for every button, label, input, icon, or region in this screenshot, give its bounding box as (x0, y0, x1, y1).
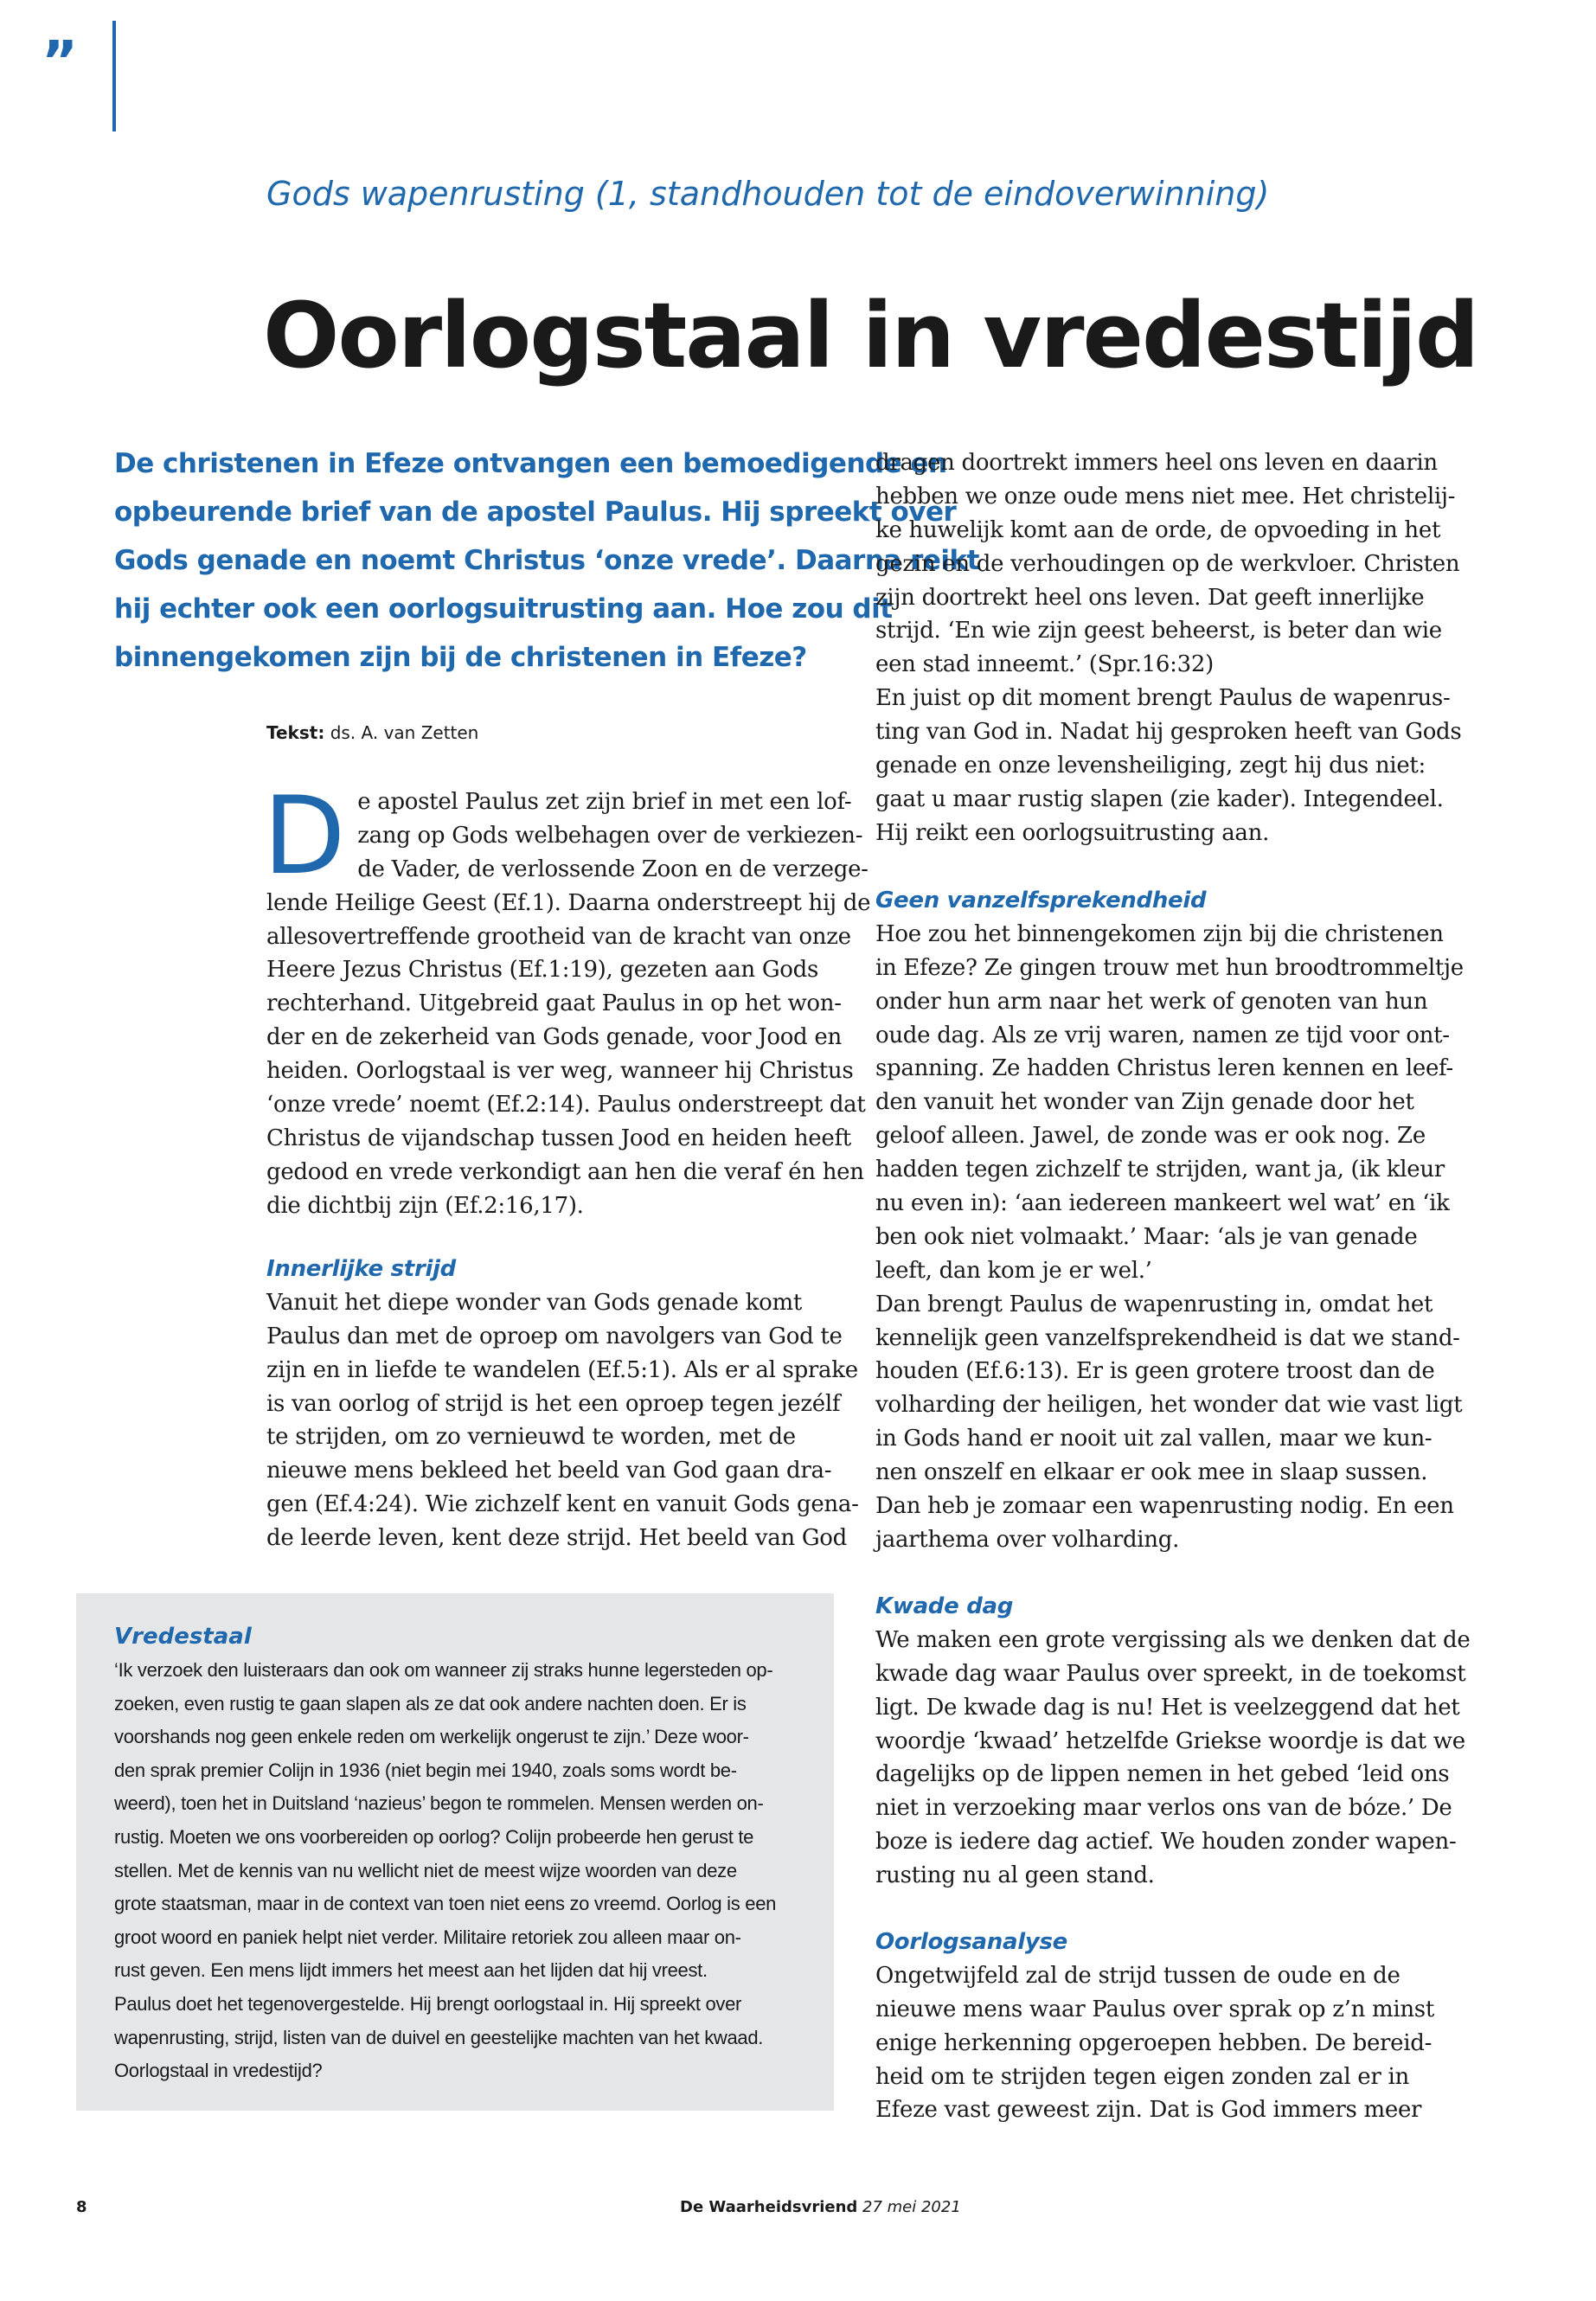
text-line: zang op Gods welbehagen over de verkiezen- (357, 822, 863, 849)
text-line: zijn doortrekt heel ons leven. Dat geeft innerlijke (875, 584, 1425, 611)
section-heading: Innerlijke strijd (266, 1256, 456, 1282)
page-number: 8 (76, 2198, 87, 2216)
article-title: Oorlogstaal in vredestijd (263, 283, 1478, 388)
byline-label: Tekst: (266, 722, 325, 743)
text-line: boze is iedere dag actief. We houden zonder wapen- (875, 1829, 1457, 1856)
text-line: woordje ‘kwaad’ hetzelfde Griekse woordje is dat we (875, 1727, 1465, 1754)
byline (266, 718, 478, 747)
text-line: onder hun arm naar het werk of genoten van hun (875, 988, 1428, 1015)
text-line: Efeze vast geweest zijn. Dat is God immers meer (875, 2097, 1422, 2124)
section-kwade-dag (875, 1590, 1472, 1893)
text-line: gen (Ef.4:24). Wie zichzelf kent en vanuit Gods gena- (266, 1491, 859, 1518)
text-line: de leerde leven, kent deze strijd. Het beeld van God (266, 1525, 847, 1552)
dropcap: D (263, 774, 346, 899)
series-kicker: Gods wapenrusting (1, standhouden tot de eindoverwinning) (266, 175, 1270, 213)
sidebar-line: stellen. Met de kennis van nu wellicht niet de meest wijze woorden van deze (114, 1859, 737, 1881)
text-line: niet in verzoeking maar verlos ons van de bóze.’ De (875, 1795, 1452, 1822)
section-oorlogsanalyse (875, 1926, 1472, 2127)
sidebar-line: wapenrusting, strijd, listen van de duivel en geestelijke machten van het kwaad. (114, 2026, 764, 2048)
text-line: oude dag. Als ze vrij waren, namen ze tijd voor ont- (875, 1022, 1450, 1048)
text-line: gedood en vrede verkondigt aan hen die veraf én hen (266, 1158, 864, 1185)
text-line: Hoe zou het binnengekomen zijn bij die christenen (875, 920, 1444, 947)
text-line: allesovertreffende grootheid van de kracht van onze (266, 923, 851, 950)
sidebar-line: Oorlogstaal in vredestijd? (114, 2060, 323, 2082)
text-line: hebben we onze oude mens niet mee. Het christelij- (875, 483, 1456, 510)
lead-line: Gods genade en noemt Christus ‘onze vrede’. Daarna reikt (114, 545, 979, 576)
text-line: lende Heilige Geest (Ef.1). Daarna onderstreept hij de (266, 889, 871, 916)
sidebar-line: rustig. Moeten we ons voorbereiden op oorlog? Colijn probeerde hen gerust te (114, 1825, 754, 1848)
lead-line: opbeurende brief van de apostel Paulus. Hij spreekt over (114, 497, 957, 528)
text-line: Heere Jezus Christus (Ef.1:19), gezeten aan Gods (266, 957, 819, 984)
text-line: Dan brengt Paulus de wapenrusting in, omdat het (875, 1291, 1433, 1317)
text-line: heiden. Oorlogstaal is ver weg, wanneer hij Christus (266, 1058, 854, 1085)
text-line: nieuwe mens bekleed het beeld van God gaan dra- (266, 1458, 832, 1484)
section-heading: Oorlogsanalyse (875, 1929, 1068, 1955)
right-column-continuation (875, 446, 1472, 850)
text-line: dagelijks op de lippen nemen in het gebed ‘leid ons (875, 1761, 1450, 1788)
text-line: leeft, dan kom je er wel.’ (875, 1257, 1152, 1284)
text-line: volharding der heiligen, het wonder dat wie vast ligt (875, 1392, 1463, 1419)
text-line: nu even in): ‘aan iedereen mankeert wel wat’ en ‘ik (875, 1190, 1450, 1217)
text-line: een stad inneemt.’ (Spr.16:32) (875, 651, 1214, 678)
text-line: ting van God in. Nadat hij gesproken heeft van Gods (875, 719, 1462, 746)
footer-publication (680, 2195, 961, 2220)
text-line: houden (Ef.6:13). Er is geen grotere troost dan de (875, 1358, 1435, 1385)
text-line: rechterhand. Uitgebreid gaat Paulus in op het won- (266, 990, 842, 1017)
text-line: ligt. De kwade dag is nu! Het is veelzeggend dat het (875, 1694, 1460, 1721)
text-line: geloof alleen. Jawel, de zonde was er ook nog. Ze (875, 1123, 1426, 1150)
text-line: zijn en in liefde te wandelen (Ef.5:1). Als er al sprake (266, 1356, 858, 1383)
text-line: kennelijk geen vanzelfsprekendheid is dat we stand- (875, 1324, 1460, 1351)
text-line: die dichtbij zijn (Ef.2:16,17). (266, 1192, 584, 1219)
text-line: ben ook niet volmaakt.’ Maar: ‘als je van genade (875, 1223, 1418, 1250)
sidebar-line: zoeken, even rustig te gaan slapen als ze dat ook andere nachten doen. Er is (114, 1692, 747, 1715)
byline-author: ds. A. van Zetten (330, 722, 479, 743)
text-line: We maken een grote vergissing als we denken dat de (875, 1626, 1471, 1653)
text-line: te strijden, om zo vernieuwd te worden, met de (266, 1424, 796, 1451)
text-line: nieuwe mens waar Paulus over sprak op z’n minst (875, 1996, 1434, 2022)
lead-line: hij echter ook een oorlogsuitrusting aan. Hoe zou dit (114, 593, 893, 625)
lead-line: De christenen in Efeze ontvangen een bemoedigende en (114, 448, 947, 479)
text-line: de Vader, de verlossende Zoon en de verzege- (357, 856, 869, 882)
text-line: in Gods hand er nooit uit zal vallen, maar we kun- (875, 1426, 1433, 1452)
text-line: hadden tegen zichzelf te strijden, want ja, (ik kleur (875, 1157, 1445, 1183)
text-line: ke huwelijk komt aan de orde, de opvoeding in het (875, 516, 1441, 543)
text-line: in Efeze? Ze gingen trouw met hun broodtrommeltje (875, 954, 1464, 981)
section-heading: Kwade dag (875, 1593, 1014, 1619)
text-line: strijd. ‘En wie zijn geest beheerst, is beter dan wie (875, 618, 1442, 644)
sidebar-line: grote staatsman, maar in de context van toen niet eens zo vreemd. Oorlog is een (114, 1893, 777, 1915)
text-line: nen onszelf en elkaar er ook mee in slaap sussen. (875, 1459, 1428, 1486)
sidebar-line: Paulus doet het tegenovergestelde. Hij brengt oorlogstaal in. Hij spreekt over (114, 1992, 742, 2015)
text-line: der en de zekerheid van Gods genade, voor Jood en (266, 1024, 842, 1051)
quote-mark-icon: ” (42, 30, 79, 94)
text-line: rusting nu al geen stand. (875, 1862, 1155, 1889)
text-line: kwade dag waar Paulus over spreekt, in de toekomst (875, 1660, 1466, 1687)
sidebar-line: rust geven. Een mens lijdt immers het meest aan het lijden dat hij vreest. (114, 1959, 708, 1982)
text-line: Paulus dan met de oproep om navolgers van God te (266, 1323, 843, 1349)
text-line: heid om te strijden tegen eigen zonden zal er in (875, 2063, 1409, 2090)
text-line: enige herkenning opgeroepen hebben. De bereid- (875, 2029, 1433, 2056)
sidebar-body (114, 1654, 824, 2088)
text-line: e apostel Paulus zet zijn brief in met een lof- (357, 789, 852, 815)
text-line: den vanuit het wonder van Zijn genade door het (875, 1089, 1414, 1116)
text-line: Ongetwijfeld zal de strijd tussen de oude en de (875, 1962, 1401, 1989)
text-line: gaat u maar rustig slapen (zie kader). Integendeel. (875, 785, 1444, 812)
text-line: spanning. Ze hadden Christus leren kennen en leef- (875, 1055, 1453, 1082)
text-line: Dan heb je zomaar een wapenrusting nodig. En een (875, 1493, 1454, 1520)
text-line: ‘onze vrede’ noemt (Ef.2:14). Paulus onderstreept dat (266, 1092, 866, 1118)
sidebar-title: Vredestaal (114, 1624, 252, 1650)
section-innerlijke-strijd (266, 1253, 859, 1555)
text-line: jaarthema over volharding. (875, 1526, 1180, 1553)
section-geen-vanzelfsprekendheid (875, 884, 1472, 1557)
sidebar-line: ‘Ik verzoek den luisteraars dan ook om wanneer zij straks hunne legersteden op- (114, 1659, 773, 1681)
sidebar-line: groot woord en paniek helpt niet verder. Militaire retoriek zou alleen maar on- (114, 1926, 741, 1948)
article-lead (114, 439, 979, 682)
text-line: dragen doortrekt immers heel ons leven en daarin (875, 450, 1438, 476)
sidebar-line: weerd), toen het in Duitsland ‘nazieus’ begon te rommelen. Mensen werden on- (114, 1792, 764, 1815)
sidebar-line: voorshands nog geen enkele reden om werkelijk ongerust te zijn.’ Deze woor- (114, 1726, 749, 1748)
text-line: En juist op dit moment brengt Paulus de wapenrus- (875, 685, 1451, 712)
sidebar-line: den sprak premier Colijn in 1936 (niet begin mei 1940, zoals soms wordt be- (114, 1759, 737, 1781)
text-line: is van oorlog of strijd is het een oproep tegen jezélf (266, 1390, 841, 1417)
sidebar-box (76, 1593, 834, 2111)
section-heading: Geen vanzelfsprekendheid (875, 888, 1207, 913)
lead-line: binnengekomen zijn bij de christenen in Efeze? (114, 642, 807, 673)
text-line: gezin en de verhoudingen op de werkvloer. Christen (875, 550, 1460, 577)
text-line: Christus de vijandschap tussen Jood en heiden heeft (266, 1125, 851, 1151)
intro-paragraph (263, 774, 871, 1223)
text-line: Hij reikt een oorlogsuitrusting aan. (875, 819, 1270, 846)
text-line: genade en onze levensheiliging, zegt hij dus niet: (875, 753, 1426, 779)
header-divider (112, 21, 116, 131)
publication-name: De Waarheidsvriend (680, 2198, 858, 2216)
text-line: Vanuit het diepe wonder van Gods genade komt (266, 1289, 803, 1316)
publication-date: 27 mei 2021 (862, 2198, 961, 2216)
